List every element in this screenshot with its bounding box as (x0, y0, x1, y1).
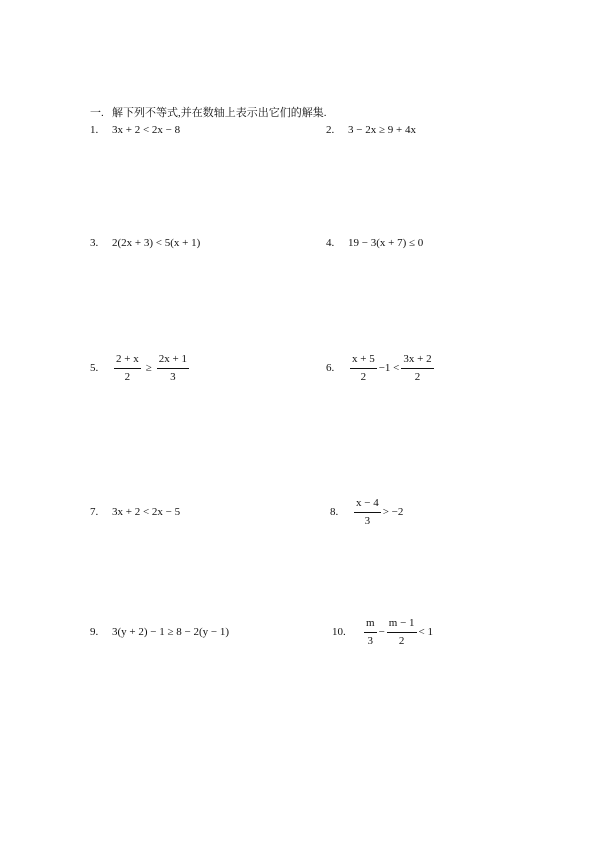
denominator: 3 (367, 634, 374, 647)
numerator: m − 1 (387, 617, 417, 633)
problem-expression (112, 353, 191, 384)
numerator: 3x + 2 (401, 353, 433, 369)
relation-symbol: ≥ (145, 362, 152, 374)
problem-number: 6. (326, 362, 335, 374)
problem-number: 10. (332, 626, 346, 638)
problem-expression: 3(y + 2) − 1 ≥ 8 − 2(y − 1) (112, 626, 230, 638)
problem-10 (332, 612, 433, 652)
denominator: 2 (414, 370, 421, 383)
instructions-text: 解下列不等式,并在数轴上表示出它们的解集. (112, 107, 327, 119)
problem-number: 7. (90, 506, 99, 518)
problem-expression: 3 − 2x ≥ 9 + 4x (348, 124, 416, 136)
problem-expression (352, 497, 403, 528)
expression-middle: − (378, 626, 385, 638)
problem-4 (326, 223, 423, 263)
problem-2 (326, 110, 416, 150)
problem-number: 1. (90, 124, 99, 136)
problem-expression: 3x + 2 < 2x − 5 (112, 506, 181, 518)
fraction (114, 353, 141, 384)
problem-number: 3. (90, 237, 99, 249)
numerator: 2x + 1 (157, 353, 189, 369)
problem-9 (90, 612, 229, 652)
fraction (354, 497, 381, 528)
problem-number: 9. (90, 626, 99, 638)
denominator: 2 (124, 370, 131, 383)
problem-expression: 3x + 2 < 2x − 8 (112, 124, 181, 136)
expression-rhs: > −2 (382, 506, 404, 518)
problem-expression (362, 617, 433, 648)
numerator: x + 5 (350, 353, 377, 369)
problem-expression (348, 353, 436, 384)
problem-1 (90, 110, 180, 150)
problem-expression: 2(2x + 3) < 5(x + 1) (112, 237, 201, 249)
problem-7 (90, 492, 180, 532)
problem-number: 4. (326, 237, 335, 249)
fraction (401, 353, 433, 384)
numerator: m (364, 617, 377, 633)
problem-number: 5. (90, 362, 99, 374)
problem-5 (90, 348, 191, 388)
fraction (364, 617, 377, 648)
denominator: 3 (170, 370, 176, 383)
expression-rhs: < 1 (418, 626, 434, 638)
denominator: 2 (398, 634, 405, 647)
problem-8 (330, 492, 403, 532)
denominator: 3 (364, 514, 371, 527)
problem-number: 8. (330, 506, 339, 518)
numerator: 2 + x (114, 353, 141, 369)
fraction (157, 353, 189, 384)
expression-middle: −1 < (378, 362, 400, 374)
problem-6 (326, 348, 436, 388)
denominator: 2 (360, 370, 367, 383)
numerator: x − 4 (354, 497, 381, 513)
fraction (387, 617, 417, 648)
problem-number: 2. (326, 124, 335, 136)
section-number: 一. (90, 107, 104, 119)
problem-expression: 19 − 3(x + 7) ≤ 0 (348, 237, 424, 249)
problem-3 (90, 223, 200, 263)
fraction (350, 353, 377, 384)
